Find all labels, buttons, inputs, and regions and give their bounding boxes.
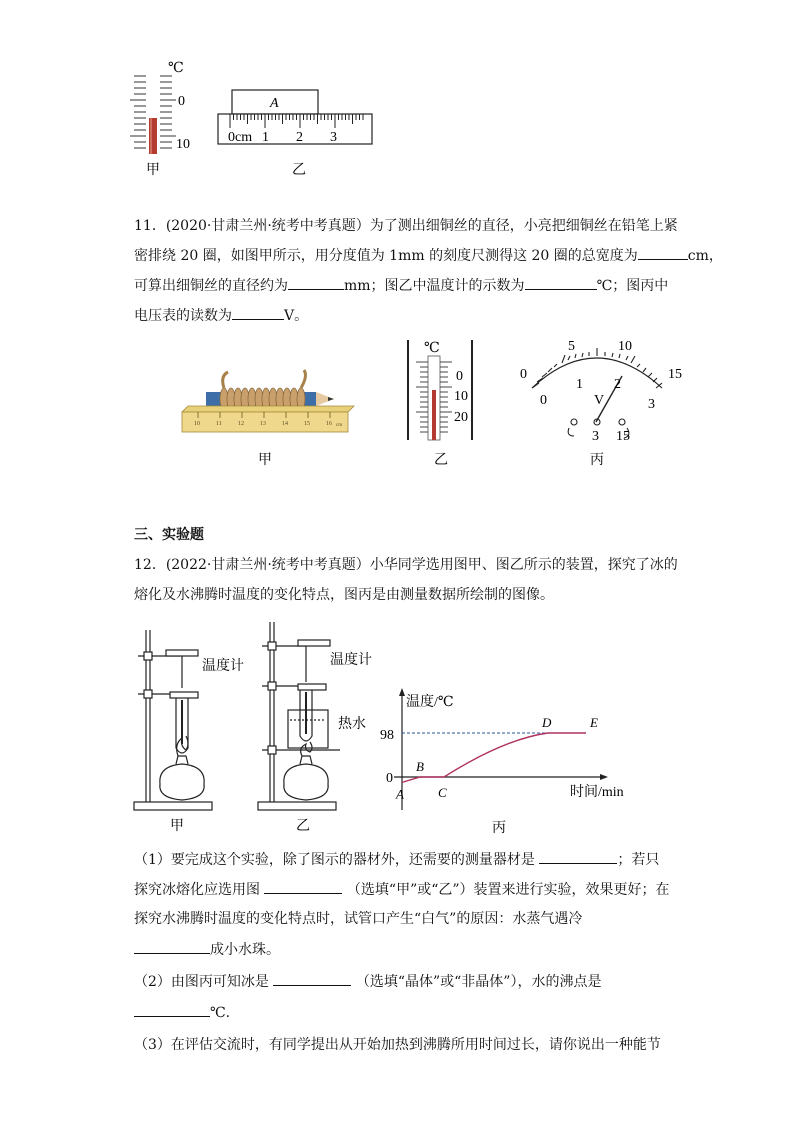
fig11-ruler-16: 16 (326, 421, 332, 427)
chart-point-label-c: C (438, 785, 447, 800)
chart-y-arrow (399, 688, 405, 696)
fig11-caption-c: 丙 (590, 453, 604, 468)
volt-term-15: 15 (616, 429, 630, 444)
fig11-ruler-14: 14 (282, 421, 288, 427)
volt-outer-10: 10 (618, 339, 632, 354)
fig11-thermometer (408, 340, 472, 440)
fig11 (176, 336, 696, 476)
q12-line2: 熔化及水沸腾时温度的变化特点，图丙是由测量数据所绘制的图像。 (134, 587, 554, 603)
q11-blank-diameter[interactable] (288, 275, 344, 290)
fig12-label-thermometer-b: 温度计 (330, 653, 372, 668)
chart-point-label-b: B (416, 759, 424, 774)
q11-line4 (134, 305, 308, 326)
volt-outer-0: 0 (520, 367, 527, 382)
fig11-thermo-0: 0 (456, 369, 463, 384)
fig12-caption-c: 丙 (492, 821, 506, 836)
q12-blank-crystal[interactable] (273, 971, 351, 986)
fig11-ruler-15: 15 (304, 421, 310, 427)
fig12-label-thermometer-a: 温度计 (202, 659, 244, 674)
chart-x-arrow (600, 774, 608, 780)
q12-p1-text-a: （1）要完成这个实验，除了图示的器材外，还需要的测量器材是 (134, 852, 535, 868)
fig11-thermo-unit: ℃ (424, 341, 440, 356)
q12-blank-figure[interactable] (264, 879, 342, 894)
fig11-ruler-unit: cm (336, 423, 343, 428)
fig11-ruler (182, 406, 354, 432)
q12-p2-line1 (134, 971, 601, 992)
fig12-apparatus (130, 616, 380, 838)
q12-p1-line2 (134, 879, 670, 900)
fig11-thermo-10: 10 (454, 389, 468, 404)
q12-blank-instrument[interactable] (539, 849, 617, 864)
fig12-label-hot-water: 热水 (338, 717, 366, 732)
chart-ylabel: 温度/℃ (406, 695, 454, 710)
pencil-coil (206, 370, 334, 410)
chart-point-label-e: E (590, 715, 598, 730)
q11-line3 (134, 275, 668, 296)
q11-line4-unit: V。 (284, 308, 309, 324)
volt-outer-5: 5 (568, 339, 575, 354)
fig11-caption-a: 甲 (258, 453, 272, 468)
fig11-ruler-12: 12 (238, 421, 244, 427)
q12-p1-text-c: 探究冰熔化应选用图 (134, 882, 260, 898)
q12-p1-line1 (134, 849, 659, 870)
fig12-caption-b: 乙 (296, 819, 310, 834)
block-a-label: A (270, 96, 279, 111)
chart-ytick-98: 98 (380, 728, 394, 743)
volt-inner-0: 0 (540, 393, 547, 408)
fig12-chart (380, 680, 650, 838)
top-ruler-2: 2 (296, 130, 303, 145)
q12-p2-text-b: （选填“晶体”或“非晶体”），水的沸点是 (355, 974, 602, 990)
top-thermo-zero: 0 (178, 94, 185, 109)
q11-line2-text: 密排绕 20 圈，如图甲所示，用分度值为 1mm 的刻度尺测得这 20 圈的总宽度为 (134, 248, 638, 264)
top-thermometer-column (149, 118, 157, 154)
q12-p1-line3: 探究水沸腾时温度的变化特点时，试管口产生“白气”的原因：水蒸气遇冷 (134, 911, 583, 927)
q11-line2 (134, 245, 723, 266)
volt-inner-1: 1 (576, 377, 583, 392)
q12-p1-text-b: ；若只 (617, 852, 660, 868)
volt-inner-3: 3 (648, 397, 655, 412)
top-figure (120, 56, 390, 180)
q11-blank-voltage[interactable] (232, 305, 284, 320)
q11-line3-text-a: 可算出细铜丝的直径约为 (134, 278, 288, 294)
top-thermo-unit: ℃ (168, 61, 184, 76)
q11-line3-text-c: ℃；图丙中 (596, 278, 669, 294)
volt-inner-2: 2 (614, 377, 621, 392)
volt-outer-15: 15 (668, 367, 682, 382)
q11-blank-temperature[interactable] (525, 275, 597, 290)
top-thermo-ten: 10 (176, 137, 190, 152)
chart-point-label-a: A (396, 786, 404, 802)
q11-line1: 11．(2020·甘肃兰州·统考中考真题）为了测出细铜丝的直径，小亮把细铜丝在铅笔上紧 (134, 218, 678, 234)
q12-p1-text-d: （选填“甲”或“乙”）装置来进行实验，效果更好；在 (346, 882, 670, 898)
q12-line1: 12．(2022·甘肃兰州·统考中考真题）小华同学选用图甲、图乙所示的装置，探究了冰的 (134, 557, 678, 573)
q11-line4-text: 电压表的读数为 (134, 308, 232, 324)
top-caption-left: 甲 (146, 163, 160, 178)
q11-line3-text-b: mm；图乙中温度计的示数为 (344, 278, 525, 294)
fig11-ruler-11: 11 (216, 421, 222, 427)
fig11-ruler-10: 10 (194, 421, 200, 427)
q12-p1-line4 (134, 939, 280, 960)
top-ruler-1: 1 (262, 130, 269, 145)
q11-line2-unit: cm， (687, 248, 723, 264)
q12-p3-line1: （3）在评估交流时，有同学提出从开始加热到沸腾所用时间过长，请你说出一种能节 (134, 1037, 661, 1053)
chart-series-line (402, 733, 586, 782)
fig12-caption-a: 甲 (170, 819, 184, 834)
q11-blank-width[interactable] (638, 245, 688, 260)
fig11-ruler-13: 13 (260, 421, 266, 427)
volt-term-3: 3 (592, 429, 599, 444)
top-ruler-0: 0cm (228, 130, 253, 145)
q12-p2-text-c: ℃. (210, 1005, 231, 1021)
fig11-thermo-20: 20 (454, 410, 468, 425)
section-heading: 三、实验题 (134, 527, 204, 543)
top-caption-right: 乙 (292, 163, 306, 178)
q12-blank-phase[interactable] (134, 939, 210, 954)
q12-blank-boiling-point[interactable] (134, 1002, 210, 1017)
chart-ytick-0: 0 (386, 771, 393, 786)
top-ruler-3: 3 (330, 130, 337, 145)
q12-p1-text-f: 成小水珠。 (210, 942, 280, 958)
chart-xlabel: 时间/min (570, 785, 624, 800)
q12-p2-line2 (134, 1002, 230, 1023)
q12-p2-text-a: （2）由图丙可知冰是 (134, 974, 269, 990)
fig11-caption-b: 乙 (434, 453, 448, 468)
chart-point-label-d: D (542, 715, 552, 730)
volt-symbol: V (594, 393, 605, 408)
